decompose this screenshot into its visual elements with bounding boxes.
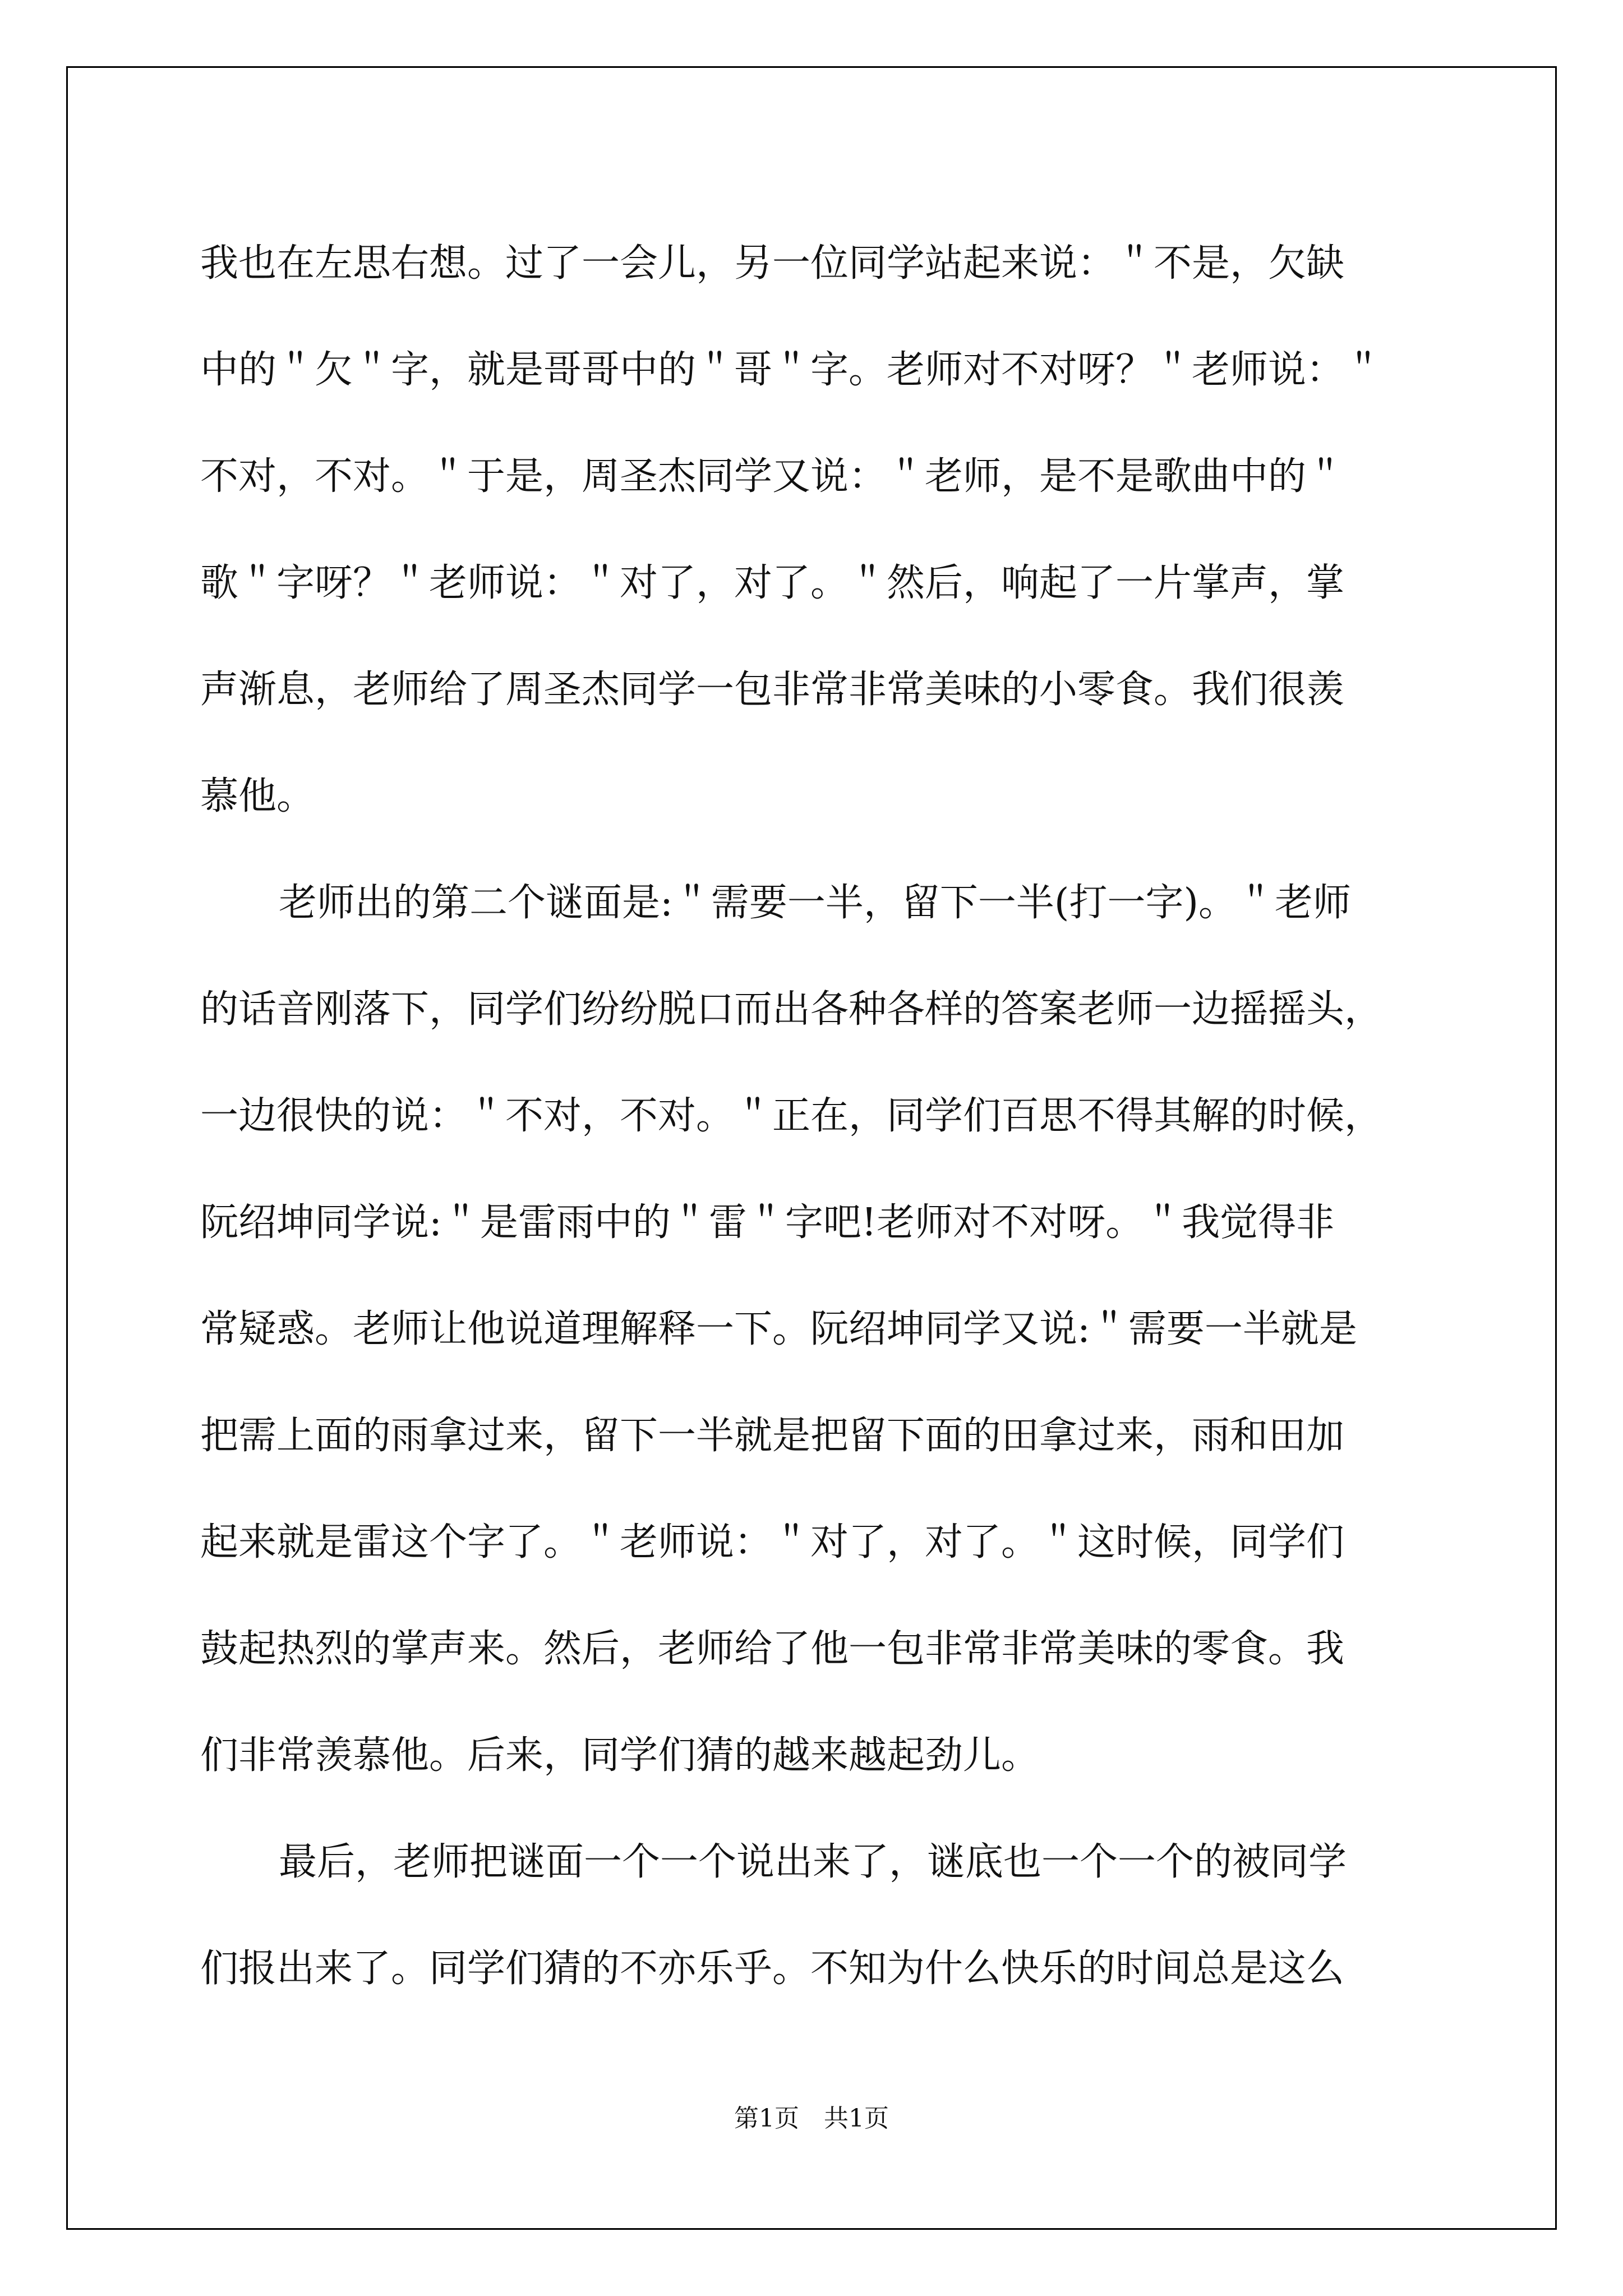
text-line-3: 不对，不对。＂于是，周圣杰同学又说：＂老师，是不是歌曲中的＂ (200, 454, 1345, 499)
text-line-10: 阮绍坤同学说:＂是雷雨中的＂雷＂字吧!老师对不对呀。＂我觉得非 (200, 1200, 1335, 1245)
text-line-1: 我也在左思右想。过了一会儿，另一位同学站起来说：＂不是，欠缺 (200, 241, 1345, 286)
text-line-2: 中的＂欠＂字，就是哥哥中的＂哥＂字。老师对不对呀？＂老师说：＂ (200, 348, 1383, 392)
text-line-15: 们非常羡慕他。后来，同学们猜的越来越起劲儿。 (200, 1733, 1040, 1778)
text-line-11: 常疑惑。老师让他说道理解释一下。阮绍坤同学又说:＂需要一半就是 (200, 1307, 1357, 1351)
text-line-16: 最后，老师把谜面一个一个说出来了，谜底也一个一个的被同学 (279, 1840, 1347, 1884)
text-line-7: 老师出的第二个谜面是:＂需要一半，留下一半(打一字)。＂老师 (279, 881, 1351, 925)
text-line-17: 们报出来了。同学们猜的不亦乐乎。不知为什么快乐的时间总是这么 (200, 1947, 1345, 1991)
document-body (200, 210, 1434, 2022)
page-footer: 第1页 共1页 (734, 2104, 889, 2133)
text-line-14: 鼓起热烈的掌声来。然后，老师给了他一包非常非常美味的零食。我 (200, 1627, 1345, 1671)
text-line-5: 声渐息，老师给了周圣杰同学一包非常非常美味的小零食。我们很羡 (200, 668, 1345, 712)
text-line-4: 歌＂字呀？＂老师说：＂对了，对了。＂然后，响起了一片掌声，掌 (200, 561, 1345, 605)
text-line-8: 的话音刚落下，同学们纷纷脱口而出各种各样的答案老师一边摇摇头， (200, 987, 1383, 1032)
text-line-9: 一边很快的说：＂不对，不对。＂正在，同学们百思不得其解的时候， (200, 1094, 1383, 1138)
text-line-6: 慕他。 (200, 774, 315, 818)
text-line-12: 把需上面的雨拿过来，留下一半就是把留下面的田拿过来，雨和田加 (200, 1414, 1345, 1458)
text-line-13: 起来就是雷这个字了。＂老师说：＂对了，对了。＂这时候，同学们 (200, 1520, 1345, 1565)
